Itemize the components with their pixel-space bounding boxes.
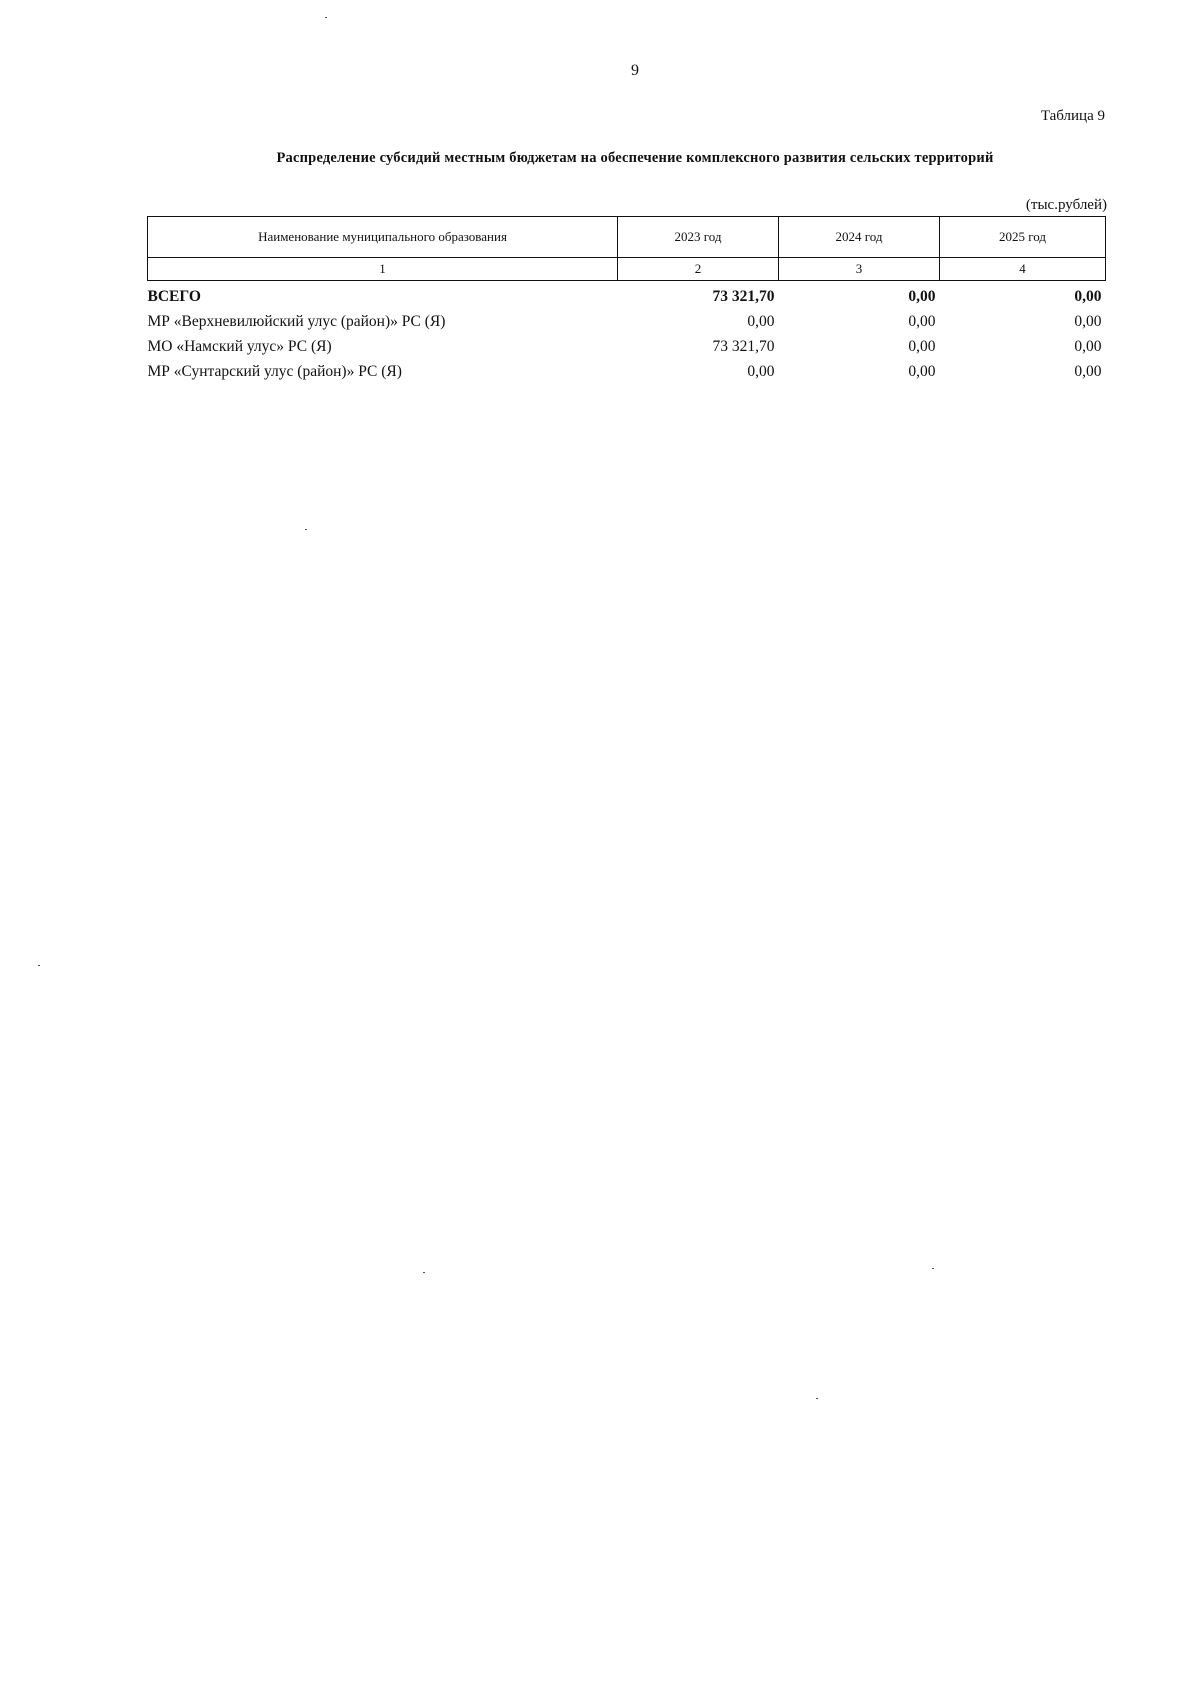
column-number: 2 [618,258,779,281]
municipality-name: МР «Сунтарский улус (район)» РС (Я) [147,363,402,380]
value-2023: 0,00 [747,363,775,380]
header-municipality: Наименование муниципального образования [148,217,618,258]
unit-label: (тыс.рублей) [1025,197,1107,213]
scan-speck [325,17,327,18]
table-row [148,356,1106,381]
column-number: 3 [779,258,940,281]
value-2024: 0,00 [908,313,936,330]
total-2025: 0,00 [940,281,1106,307]
municipality-name: МО «Намский улус» РС (Я) [147,338,332,355]
page-number: 9 [631,62,639,79]
scan-speck [305,529,307,530]
header-row [148,217,1106,258]
value-2024: 0,00 [908,338,936,355]
value-2025: 0,00 [1074,338,1102,355]
value-2024: 0,00 [908,363,936,380]
document-title: Распределение субсидий местным бюджетам на обеспечение комплексного развития сельских территорий [276,150,994,166]
total-2023: 73 321,70 [618,281,779,307]
column-number: 1 [148,258,618,281]
value-2025: 0,00 [1074,313,1102,330]
municipality-name: МР «Верхневилюйский улус (район)» РС (Я) [147,313,446,330]
scan-speck [423,1272,425,1273]
header-2023: 2023 год [618,217,779,258]
total-label: ВСЕГО [148,281,618,307]
value-2025: 0,00 [1074,363,1102,380]
scan-speck [38,965,40,966]
total-row [148,281,1106,307]
subsidy-table [147,216,1106,381]
value-2023: 73 321,70 [712,338,775,355]
header-2024: 2024 год [779,217,940,258]
scan-speck [932,1268,934,1269]
table-label: Таблица 9 [1040,108,1105,124]
scan-speck [816,1398,818,1399]
column-number: 4 [940,258,1106,281]
value-2023: 0,00 [747,313,775,330]
column-number-row [148,258,1106,281]
header-2025: 2025 год [940,217,1106,258]
table-row [148,306,1106,331]
table-row [148,331,1106,356]
total-2024: 0,00 [779,281,940,307]
